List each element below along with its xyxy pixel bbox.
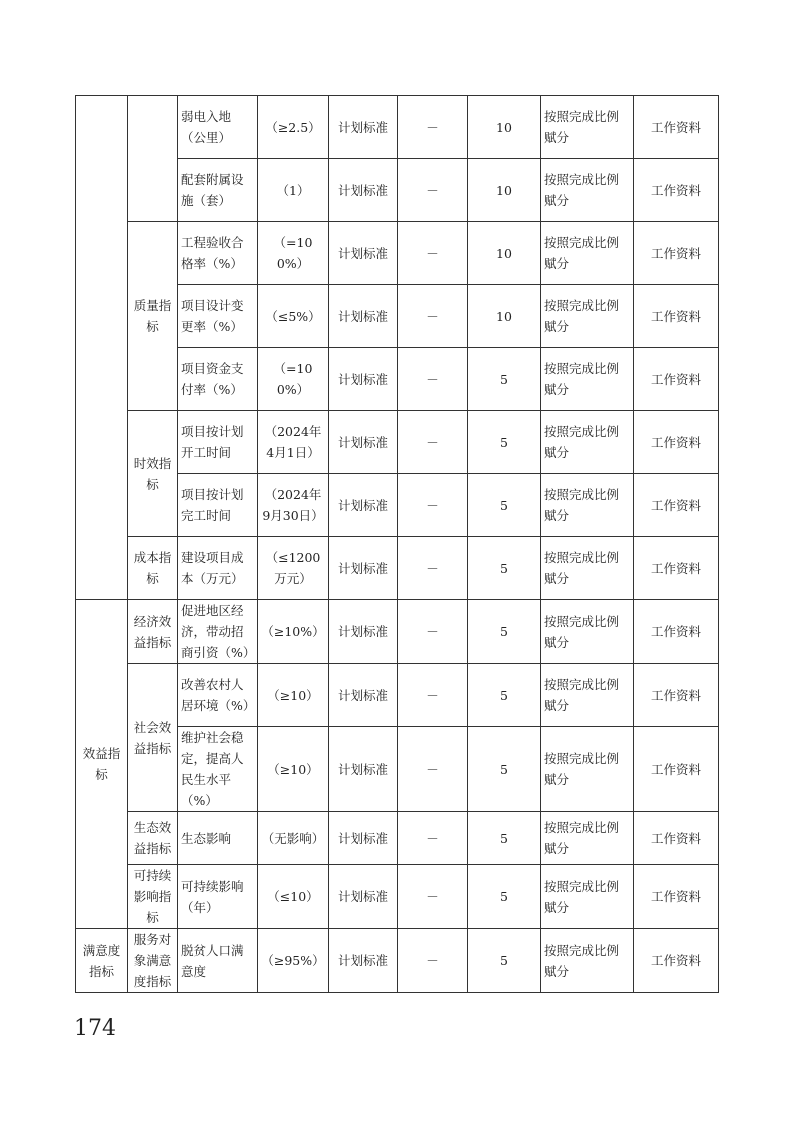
standard-cell: 计划标准 xyxy=(329,812,398,865)
source-cell: 工作资料 xyxy=(634,222,719,285)
history-cell: － xyxy=(398,285,468,348)
source-cell: 工作资料 xyxy=(634,474,719,537)
value-cell: （2024年4月1日） xyxy=(258,411,329,474)
indicator-cell: 项目设计变更率（%） xyxy=(178,285,258,348)
weight-cell: 5 xyxy=(468,812,541,865)
category-cell: 满意度指标 xyxy=(76,929,128,993)
indicator-cell: 促进地区经济，带动招商引资（%） xyxy=(178,600,258,664)
subcategory-cell: 时效指标 xyxy=(128,411,178,537)
method-cell: 按照完成比例赋分 xyxy=(541,727,634,812)
history-cell: － xyxy=(398,600,468,664)
page-number: 174 xyxy=(74,1016,116,1041)
value-cell: （=100%） xyxy=(258,348,329,411)
source-cell: 工作资料 xyxy=(634,537,719,600)
history-cell: － xyxy=(398,812,468,865)
weight-cell: 5 xyxy=(468,664,541,727)
weight-cell: 10 xyxy=(468,159,541,222)
source-cell: 工作资料 xyxy=(634,348,719,411)
weight-cell: 10 xyxy=(468,222,541,285)
value-cell: （=100%） xyxy=(258,222,329,285)
method-cell: 按照完成比例赋分 xyxy=(541,222,634,285)
table-row xyxy=(76,812,719,865)
table-row xyxy=(76,664,719,727)
indicator-cell: 改善农村人居环境（%） xyxy=(178,664,258,727)
indicator-cell: 建设项目成本（万元） xyxy=(178,537,258,600)
standard-cell: 计划标准 xyxy=(329,285,398,348)
value-cell: （≥95%） xyxy=(258,929,329,993)
subcategory-cell: 经济效益指标 xyxy=(128,600,178,664)
source-cell: 工作资料 xyxy=(634,285,719,348)
weight-cell: 5 xyxy=(468,348,541,411)
standard-cell: 计划标准 xyxy=(329,222,398,285)
history-cell: － xyxy=(398,348,468,411)
value-cell: （≥10%） xyxy=(258,600,329,664)
weight-cell: 5 xyxy=(468,929,541,993)
table-row xyxy=(76,222,719,285)
standard-cell: 计划标准 xyxy=(329,727,398,812)
subcategory-cell: 可持续影响指标 xyxy=(128,865,178,929)
indicator-cell: 脱贫人口满意度 xyxy=(178,929,258,993)
standard-cell: 计划标准 xyxy=(329,474,398,537)
value-cell: （≥10） xyxy=(258,664,329,727)
source-cell: 工作资料 xyxy=(634,664,719,727)
weight-cell: 5 xyxy=(468,600,541,664)
indicator-cell: 项目按计划完工时间 xyxy=(178,474,258,537)
indicator-cell: 项目资金支付率（%） xyxy=(178,348,258,411)
table-row xyxy=(76,600,719,664)
standard-cell: 计划标准 xyxy=(329,159,398,222)
standard-cell: 计划标准 xyxy=(329,537,398,600)
value-cell: （≥10） xyxy=(258,727,329,812)
method-cell: 按照完成比例赋分 xyxy=(541,537,634,600)
weight-cell: 5 xyxy=(468,411,541,474)
method-cell: 按照完成比例赋分 xyxy=(541,348,634,411)
method-cell: 按照完成比例赋分 xyxy=(541,929,634,993)
performance-indicator-table xyxy=(75,95,719,993)
table-row xyxy=(76,537,719,600)
history-cell: － xyxy=(398,727,468,812)
value-cell: （≤1200万元） xyxy=(258,537,329,600)
method-cell: 按照完成比例赋分 xyxy=(541,865,634,929)
method-cell: 按照完成比例赋分 xyxy=(541,411,634,474)
standard-cell: 计划标准 xyxy=(329,929,398,993)
source-cell: 工作资料 xyxy=(634,96,719,159)
source-cell: 工作资料 xyxy=(634,411,719,474)
indicator-cell: 项目按计划开工时间 xyxy=(178,411,258,474)
subcategory-cell: 成本指标 xyxy=(128,537,178,600)
standard-cell: 计划标准 xyxy=(329,411,398,474)
history-cell: － xyxy=(398,411,468,474)
value-cell: （无影响） xyxy=(258,812,329,865)
method-cell: 按照完成比例赋分 xyxy=(541,96,634,159)
source-cell: 工作资料 xyxy=(634,929,719,993)
table-row xyxy=(76,411,719,474)
subcategory-cell: 生态效益指标 xyxy=(128,812,178,865)
standard-cell: 计划标准 xyxy=(329,348,398,411)
indicator-cell: 工程验收合格率（%） xyxy=(178,222,258,285)
value-cell: （≥2.5） xyxy=(258,96,329,159)
method-cell: 按照完成比例赋分 xyxy=(541,600,634,664)
indicator-cell: 配套附属设施（套） xyxy=(178,159,258,222)
history-cell: － xyxy=(398,222,468,285)
standard-cell: 计划标准 xyxy=(329,96,398,159)
history-cell: － xyxy=(398,537,468,600)
history-cell: － xyxy=(398,929,468,993)
source-cell: 工作资料 xyxy=(634,812,719,865)
weight-cell: 10 xyxy=(468,285,541,348)
history-cell: － xyxy=(398,96,468,159)
weight-cell: 10 xyxy=(468,96,541,159)
history-cell: － xyxy=(398,865,468,929)
value-cell: （≤5%） xyxy=(258,285,329,348)
source-cell: 工作资料 xyxy=(634,865,719,929)
method-cell: 按照完成比例赋分 xyxy=(541,474,634,537)
method-cell: 按照完成比例赋分 xyxy=(541,159,634,222)
category-cell: 效益指标 xyxy=(76,600,128,929)
indicator-cell: 生态影响 xyxy=(178,812,258,865)
source-cell: 工作资料 xyxy=(634,159,719,222)
weight-cell: 5 xyxy=(468,865,541,929)
source-cell: 工作资料 xyxy=(634,600,719,664)
subcategory-cell xyxy=(128,96,178,222)
weight-cell: 5 xyxy=(468,474,541,537)
table-row xyxy=(76,865,719,929)
value-cell: （2024年9月30日） xyxy=(258,474,329,537)
method-cell: 按照完成比例赋分 xyxy=(541,812,634,865)
weight-cell: 5 xyxy=(468,727,541,812)
standard-cell: 计划标准 xyxy=(329,865,398,929)
weight-cell: 5 xyxy=(468,537,541,600)
indicator-cell: 维护社会稳定，提高人民生水平（%） xyxy=(178,727,258,812)
table-row xyxy=(76,929,719,993)
subcategory-cell: 服务对象满意度指标 xyxy=(128,929,178,993)
standard-cell: 计划标准 xyxy=(329,600,398,664)
source-cell: 工作资料 xyxy=(634,727,719,812)
history-cell: － xyxy=(398,664,468,727)
table-row xyxy=(76,96,719,159)
standard-cell: 计划标准 xyxy=(329,664,398,727)
indicator-cell: 弱电入地（公里） xyxy=(178,96,258,159)
indicator-cell: 可持续影响（年） xyxy=(178,865,258,929)
history-cell: － xyxy=(398,474,468,537)
value-cell: （1） xyxy=(258,159,329,222)
method-cell: 按照完成比例赋分 xyxy=(541,285,634,348)
subcategory-cell: 质量指标 xyxy=(128,222,178,411)
subcategory-cell: 社会效益指标 xyxy=(128,664,178,812)
value-cell: （≤10） xyxy=(258,865,329,929)
category-cell xyxy=(76,96,128,600)
history-cell: － xyxy=(398,159,468,222)
method-cell: 按照完成比例赋分 xyxy=(541,664,634,727)
